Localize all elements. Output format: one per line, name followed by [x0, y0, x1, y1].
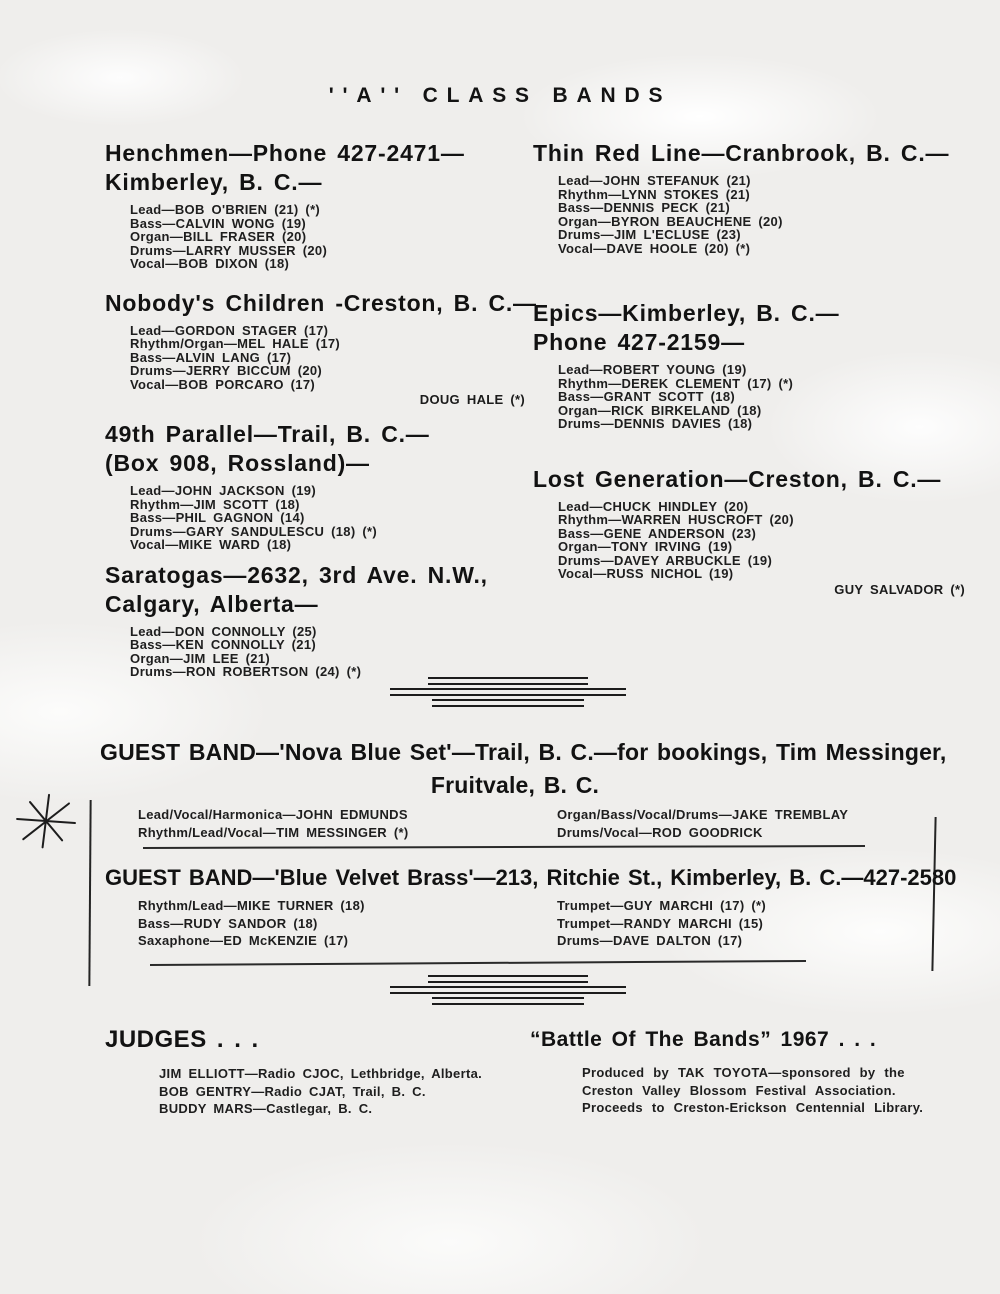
member-line: Trumpet—GUY MARCHI (17) (*): [557, 898, 766, 913]
member-line: Organ—JIM LEE (21): [130, 650, 270, 666]
guest-heading-line: GUEST BAND—'Nova Blue Set'—Trail, B. C.—for bookings, Tim Messinger,: [100, 739, 947, 765]
member-line: Bass—GRANT SCOTT (18): [558, 389, 735, 404]
vertical-rule-left: [88, 800, 91, 986]
guest-band-2-members-right: [557, 897, 766, 950]
band-name: [533, 299, 973, 357]
member-line: Vocal—BOB DIXON (18): [130, 256, 290, 271]
band-thin-red-line: [533, 139, 973, 255]
member-line: Lead—ROBERT YOUNG (19): [558, 362, 747, 377]
member-line: Lead—BOB O'BRIEN (21) (*): [130, 202, 321, 217]
member-line: Lead/Vocal/Harmonica—JOHN EDMUNDS: [138, 807, 408, 822]
member-line: Drums—DENNIS DAVIES (18): [558, 416, 753, 431]
member-line: Bass—RUDY SANDOR (18): [138, 915, 318, 931]
extra-member: GUY SALVADOR (*): [834, 581, 965, 597]
band-name: [105, 139, 533, 197]
horizontal-rule: [150, 960, 806, 966]
band-epics: [533, 299, 973, 431]
member-line: Drums—DAVEY ARBUCKLE (19): [558, 552, 773, 568]
band-name-line: Lost Generation—Creston, B. C.—: [533, 465, 942, 492]
asterisk-icon: [16, 790, 76, 850]
member-line: Drums—JERRY BICCUM (20): [130, 363, 323, 378]
member-line: Rhythm—DEREK CLEMENT (17) (*): [558, 375, 794, 391]
judges-heading: JUDGES . . .: [105, 1026, 259, 1053]
band-name: [105, 561, 533, 619]
credit-line: Produced by TAK TOYOTA—sponsored by the: [582, 1065, 905, 1080]
band-name-line: Epics—Kimberley, B. C.—: [533, 300, 840, 326]
member-line: Drums—GARY SANDULESCU (18) (*): [130, 523, 377, 539]
guest-band-1-members-right: [557, 806, 848, 841]
band-henchmen: [105, 139, 533, 271]
band-name-line: (Box 908, Rossland)—: [105, 450, 370, 476]
member-line: Organ—RICK BIRKELAND (18): [558, 402, 762, 418]
member-line: Bass—PHIL GAGNON (14): [130, 510, 305, 525]
member-line: Vocal—MIKE WARD (18): [130, 537, 292, 552]
band-name-line: Henchmen—Phone 427-2471—: [105, 140, 465, 166]
band-members: [130, 484, 533, 552]
divider-line: [432, 699, 584, 707]
band-name-line: 49th Parallel—Trail, B. C.—: [105, 421, 430, 447]
member-line: Lead—DON CONNOLLY (25): [130, 623, 317, 639]
divider-line: [432, 997, 584, 1005]
band-name-line: Thin Red Line—Cranbrook, B. C.—: [533, 140, 950, 166]
band-name-line: Saratogas—2632, 3rd Ave. N.W.,: [105, 561, 488, 588]
guest-band-1-members-left: [138, 806, 409, 841]
credit-line: Creston Valley Blossom Festival Association.: [582, 1082, 896, 1098]
guest-band-2-heading: [105, 861, 965, 894]
production-heading: “Battle Of The Bands” 1967 . . .: [530, 1028, 877, 1051]
member-line: Organ—BILL FRASER (20): [130, 229, 307, 244]
member-line: Drums—LARRY MUSSER (20): [130, 242, 328, 258]
band-name: [533, 139, 973, 168]
band-name-line: Calgary, Alberta—: [105, 590, 319, 617]
member-line: Lead—CHUCK HINDLEY (20): [558, 498, 749, 514]
divider-ornament-icon: [390, 677, 626, 707]
band-name-line: Nobody's Children -Creston, B. C.—: [105, 289, 537, 316]
member-line: Bass—DENNIS PECK (21): [558, 200, 730, 215]
extra-member: DOUG HALE (*): [419, 392, 525, 407]
band-name: [533, 465, 973, 494]
member-line: Trumpet—RANDY MARCHI (15): [557, 915, 764, 931]
guest-heading-line: GUEST BAND—'Blue Velvet Brass'—213, Ritchie St., Kimberley, B. C.—427-2580: [105, 865, 957, 890]
band-nobodys-children: [105, 289, 537, 407]
band-name-line: Kimberley, B. C.—: [105, 169, 323, 195]
band-name: [105, 289, 537, 318]
band-name-line: Phone 427-2159—: [533, 329, 745, 355]
guest-band-2-members-left: [138, 897, 365, 950]
member-line: Bass—CALVIN WONG (19): [130, 215, 307, 231]
member-line: Lead—JOHN STEFANUK (21): [558, 173, 751, 188]
horizontal-rule: [143, 845, 865, 849]
member-line: Drums/Vocal—ROD GOODRICK: [557, 824, 763, 840]
member-line: Organ/Bass/Vocal/Drums—JAKE TREMBLAY: [557, 807, 849, 822]
member-line: Lead—JOHN JACKSON (19): [130, 483, 316, 498]
credit-line: Proceeds to Creston-Erickson Centennial Library.: [582, 1100, 924, 1115]
band-members: [558, 174, 973, 255]
divider-line: [428, 975, 588, 983]
member-line: Drums—DAVE DALTON (17): [557, 933, 743, 948]
member-line: Bass—GENE ANDERSON (23): [558, 525, 757, 541]
page-title: ''A'' CLASS BANDS: [328, 84, 672, 107]
band-49th-parallel: [105, 420, 533, 552]
member-line: Organ—TONY IRVING (19): [558, 539, 733, 554]
judge-entry: JIM ELLIOTT—Radio CJOC, Lethbridge, Alberta.: [159, 1066, 483, 1081]
member-line: Drums—RON ROBERTSON (24) (*): [130, 664, 362, 679]
member-line: Saxaphone—ED McKENZIE (17): [138, 933, 349, 948]
production-section: [530, 1026, 980, 1117]
member-line: Rhythm/Lead/Vocal—TIM MESSINGER (*): [138, 824, 409, 840]
judges-section: [105, 1026, 530, 1118]
vertical-rule-right: [931, 817, 936, 971]
member-line: Vocal—BOB PORCARO (17): [130, 376, 315, 392]
bands-column-right: [533, 139, 973, 596]
member-line: Bass—ALVIN LANG (17): [130, 349, 292, 365]
judge-entry: BOB GENTRY—Radio CJAT, Trail, B. C.: [159, 1083, 426, 1099]
member-line: Organ—BYRON BEAUCHENE (20): [558, 213, 783, 229]
judges-list: [159, 1065, 530, 1118]
band-members: [130, 324, 533, 392]
divider-line: [390, 986, 626, 994]
band-name: [105, 420, 533, 478]
divider-ornament-icon: [390, 975, 626, 1005]
judge-entry: BUDDY MARS—Castlegar, B. C.: [159, 1101, 373, 1116]
member-line: Drums—JIM L'ECLUSE (23): [558, 227, 741, 242]
band-members: [130, 625, 533, 679]
divider-line: [428, 677, 588, 685]
member-line: Vocal—DAVE HOOLE (20) (*): [558, 240, 751, 256]
member-line: Rhythm/Organ—MEL HALE (17): [130, 336, 341, 351]
member-line: Rhythm—WARREN HUSCROFT (20): [558, 512, 794, 527]
guest-heading-line: Fruitvale, B. C.: [430, 772, 600, 798]
member-line: Rhythm—JIM SCOTT (18): [130, 496, 300, 512]
member-line: Rhythm/Lead—MIKE TURNER (18): [138, 898, 365, 913]
band-members: [558, 500, 973, 581]
bands-column-left: [105, 139, 537, 679]
member-line: Bass—KEN CONNOLLY (21): [130, 637, 316, 652]
member-line: Rhythm—LYNN STOKES (21): [558, 186, 751, 202]
divider-line: [390, 688, 626, 696]
band-lost-generation: [533, 465, 973, 596]
band-saratogas: [105, 561, 533, 679]
guest-band-1-heading: [100, 736, 947, 802]
production-credits: [582, 1064, 980, 1117]
band-members: [130, 203, 533, 271]
band-members: [558, 363, 973, 431]
member-line: Vocal—RUSS NICHOL (19): [558, 566, 734, 581]
member-line: Lead—GORDON STAGER (17): [130, 322, 329, 338]
